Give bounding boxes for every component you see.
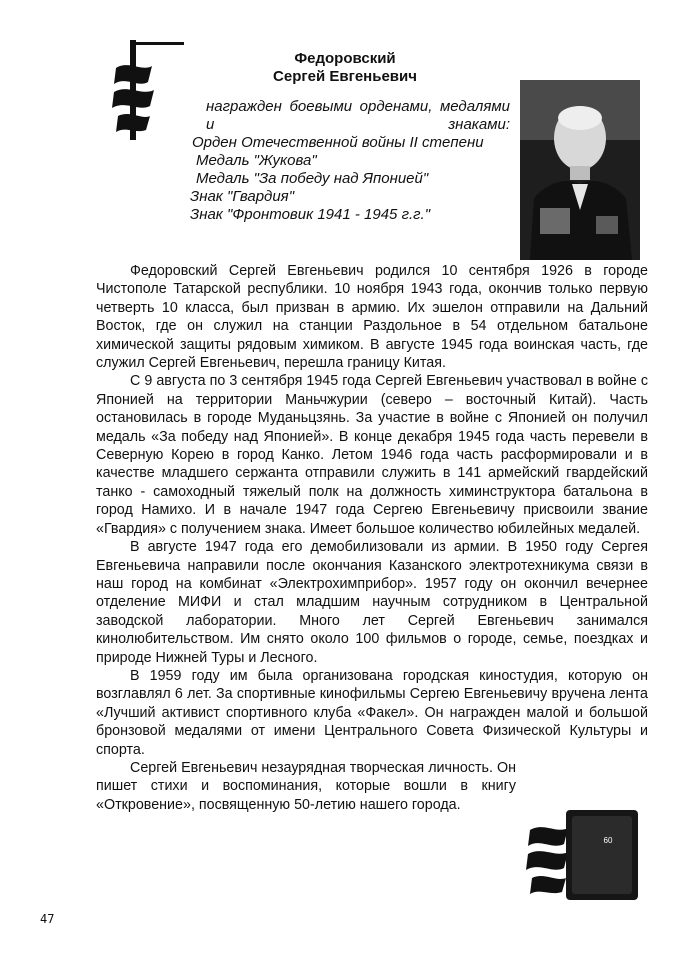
awards-intro: награжден боевыми орденами, медалями и знаками: (206, 98, 510, 133)
award-item: Орден Отечественной войны II степени (192, 134, 484, 151)
paragraph: Сергей Евгеньевич незаурядная творческая личность. Он пишет стихи и воспоминания, которые вошли в книгу «Откровение», посвященную 50-летию нашего города. (96, 759, 516, 813)
awards-list (190, 98, 510, 224)
award-item: Знак "Фронтовик 1941 - 1945 г.г." (190, 206, 431, 223)
anniversary-badge-icon (520, 790, 650, 920)
biography-text (96, 262, 648, 814)
paragraph: Федоровский Сергей Евгеньевич родился 10 сентября 1926 в городе Чистополе Татарской республики. 10 ноября 1943 года, окончив только первую четверть 10 класса, был призван в армию. Их эшелон отправили на Дальний Восток, где он служил на станции Раздольное в 54 отдельном батальоне химической защиты рядовым химиком. В августе 1945 года воинская часть, где служил Сергей Евгеньевич, перешла границу Китая. (96, 263, 648, 372)
award-item: Медаль "Жукова" (196, 152, 317, 169)
paragraph: В августе 1947 года его демобилизовали из армии. В 1950 году Сергея Евгеньевича направили после окончания Казанского электротехникума связи в наш город на комбинат «Электрохимприбор». 1957 году он окончил вечернее отделение МИФИ и стал младшим научным сотрудником в Центральной заводской лаборатории. Много лет Сергей Евгеньевич занимался кинолюбительством. Им снято около 100 фильмов о городе, семье, поездках и природе Нижней Туры и Лесного. (96, 539, 648, 666)
portrait-photo (520, 80, 640, 260)
page-number: 47 (40, 912, 55, 926)
award-item: Медаль "За победу над Японией" (196, 170, 429, 187)
paragraph: В 1959 году им была организована городская киностудия, которую он возглавлял 6 лет. За спортивные кинофильмы Сергею Евгеньевичу вручена лента «Лучший активист спортивного клуба «Факел». Он награжден малой и большой бронзовой медалями от имени Центрального Совета Физической Культуры и спорта. (96, 667, 648, 758)
surname: Федоровский (294, 50, 396, 67)
given-names: Сергей Евгеньевич (273, 68, 417, 85)
person-name-heading (200, 50, 490, 86)
ribbon-decoration-icon (108, 30, 188, 150)
award-item: Знак "Гвардия" (190, 188, 295, 205)
badge-label: 60 (603, 836, 613, 845)
paragraph: С 9 августа по 3 сентября 1945 года Сергей Евгеньевич участвовал в войне с Японией на территории Маньчжурии (северо – восточный Китай). Часть остановилась в городе Муданьцзянь. За участие в войне с Японией он получил медаль «За победу над Японией». В конце декабря 1945 года часть перевели в Северную Корею в город Канко. Летом 1946 года часть расформировали и в качестве младшего сержанта отправили служить в 141 армейский гвардейский танко - самоходный тяжелый полк на должность химинструктора батальона в город Намихо. И в начале 1947 года Сергею Евгеньевичу присвоили звание «Гвардия» с получением знака. Имеет большое количество юбилейных медалей. (96, 373, 648, 537)
